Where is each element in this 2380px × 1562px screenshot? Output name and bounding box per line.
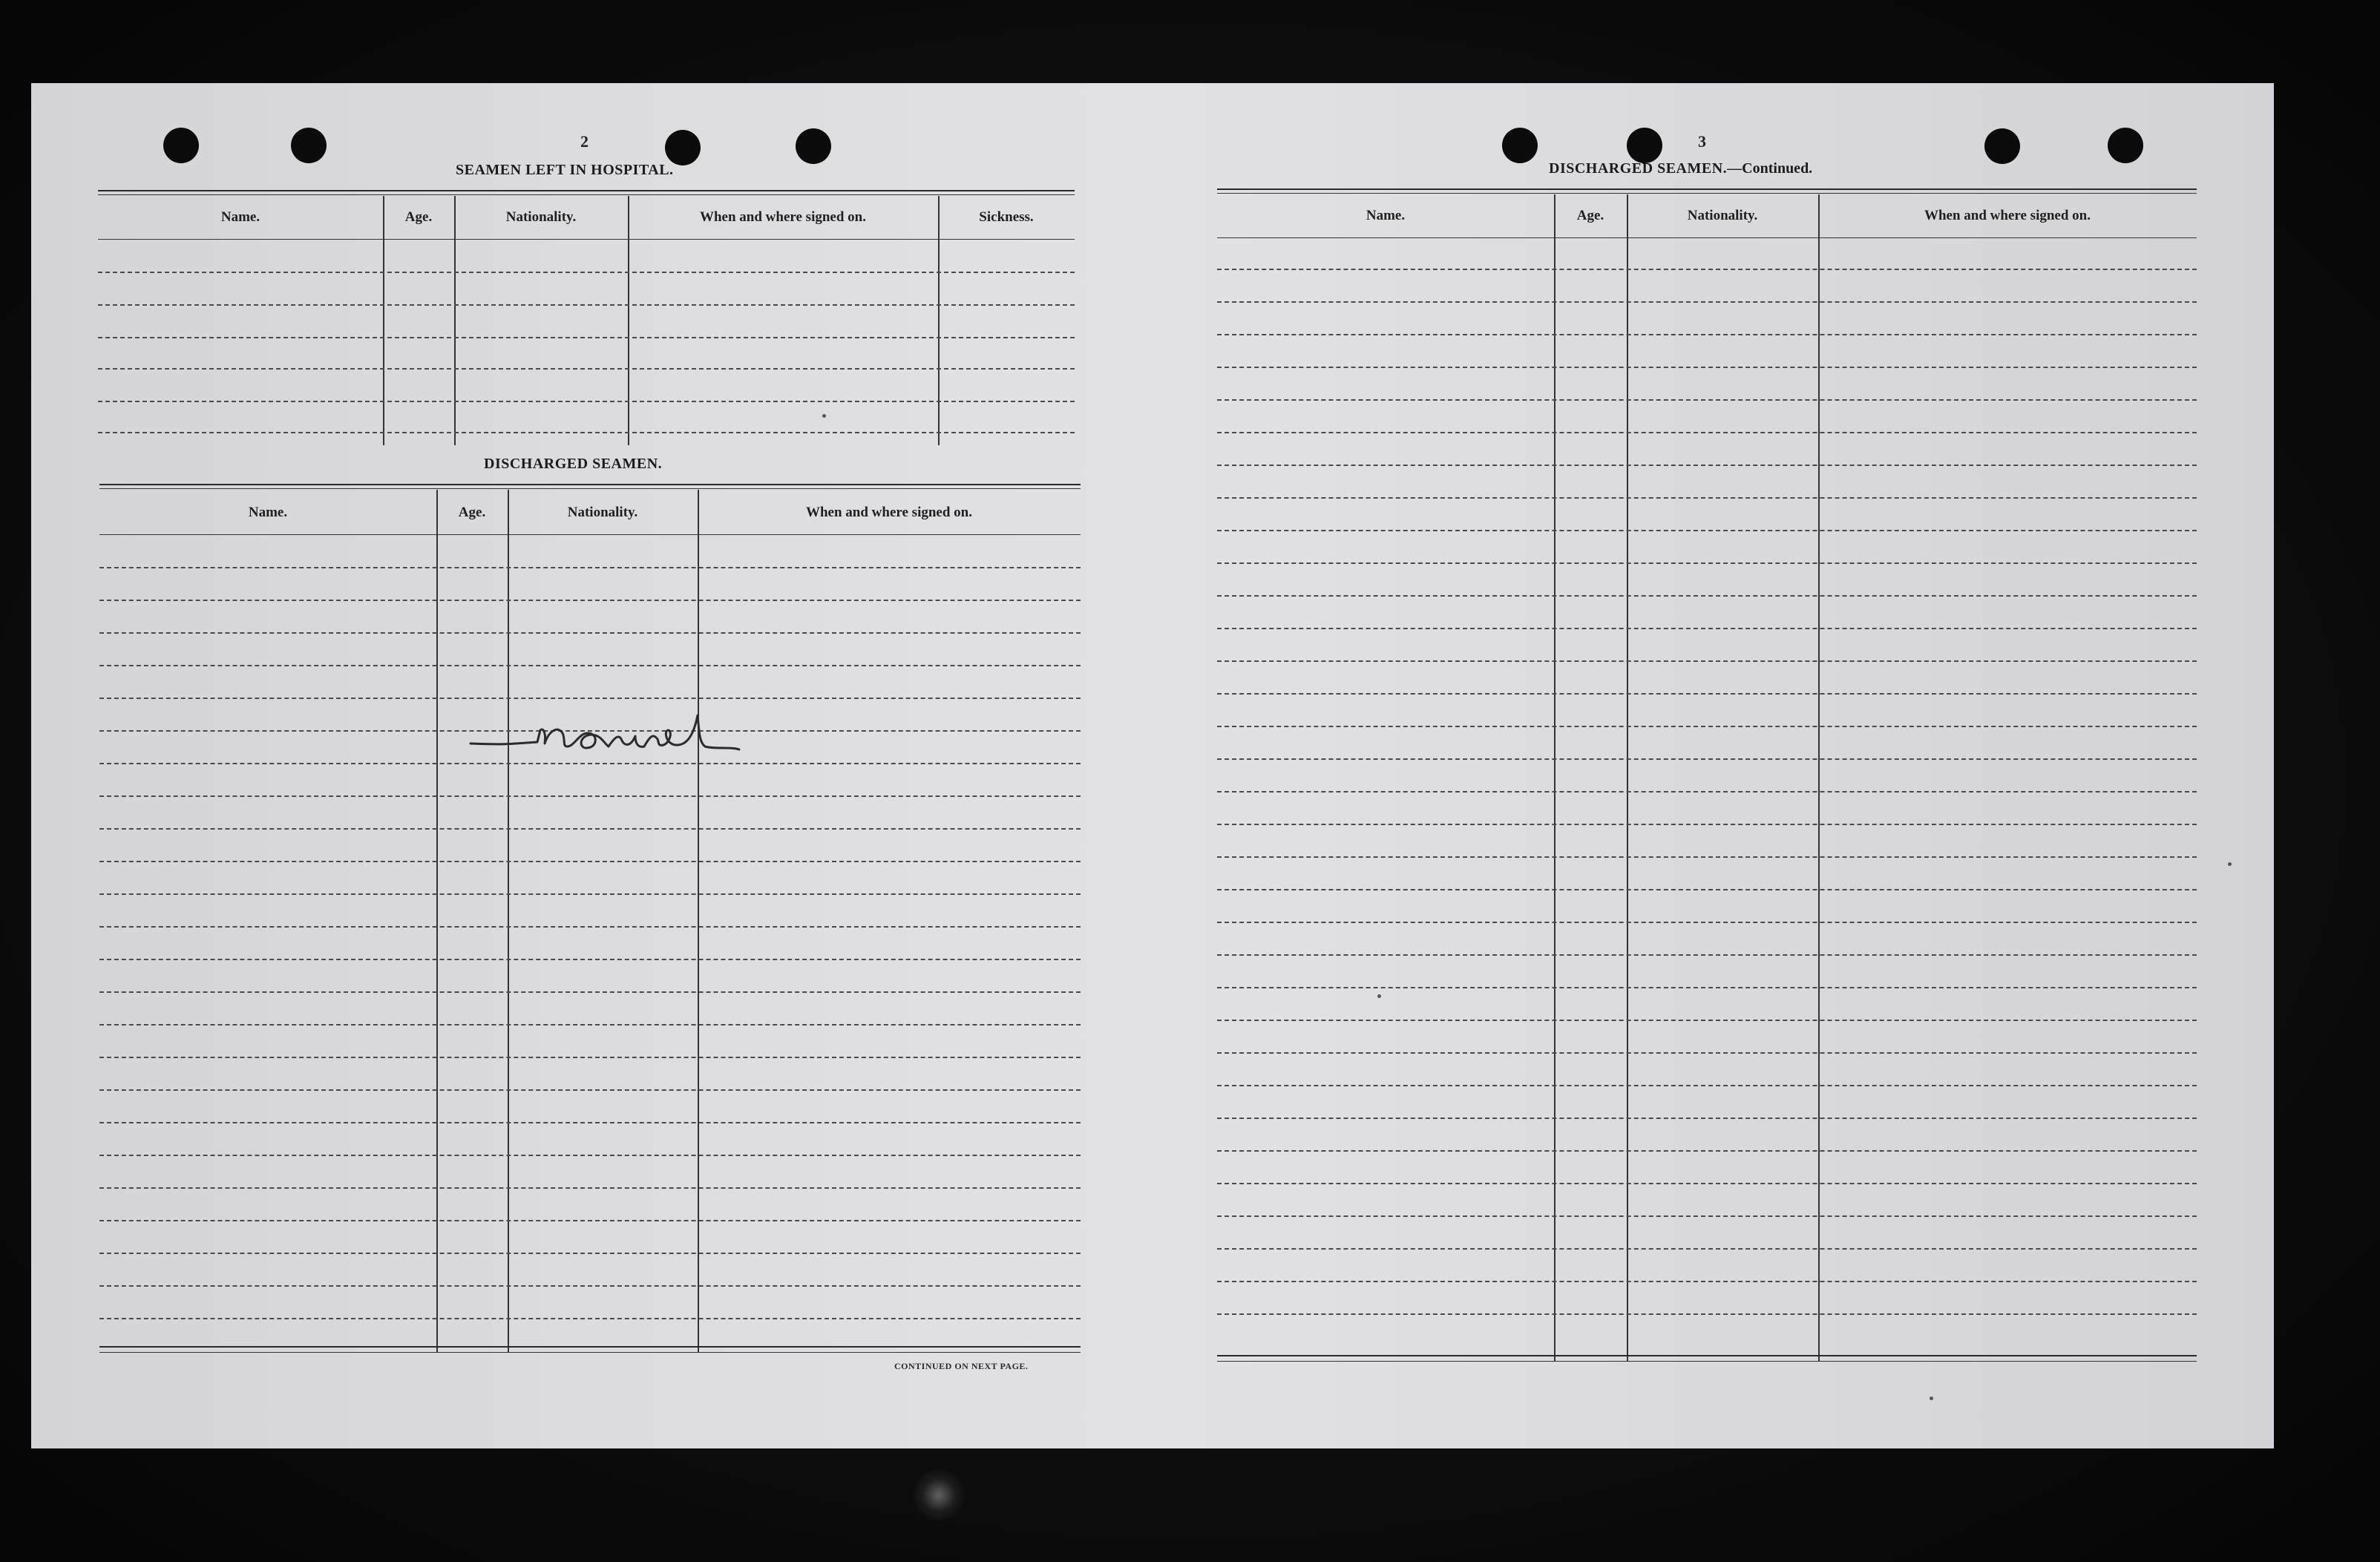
table-row — [99, 861, 1081, 862]
right-col-signed-on: When and where signed on. — [1924, 208, 2091, 223]
discharged-col-age: Age. — [458, 505, 486, 520]
document-spread — [31, 83, 2274, 1448]
table-row — [1217, 1313, 2197, 1315]
table-row — [1217, 367, 2197, 368]
table-row — [1217, 856, 2197, 858]
table-row — [99, 567, 1081, 568]
table-row — [1217, 465, 2197, 466]
table-row — [1217, 987, 2197, 988]
discharged-continued-title — [1549, 160, 1812, 177]
table-row — [99, 1122, 1081, 1123]
discharged-col-signed-on: When and where signed on. — [805, 505, 972, 520]
discharged-col-name: Name. — [248, 505, 288, 520]
discharged-continued-main: DISCHARGED SEAMEN. — [1549, 160, 1728, 177]
table-row — [1217, 824, 2197, 825]
table-row — [1217, 269, 2197, 270]
table-row — [1217, 1118, 2197, 1119]
table-row — [99, 1024, 1081, 1026]
table-row — [1217, 562, 2197, 564]
right-col-name: Name. — [1366, 208, 1406, 223]
table-row — [99, 1253, 1081, 1254]
table-row — [1217, 1281, 2197, 1282]
scan-speck — [1930, 1397, 1933, 1400]
right-col-nationality: Nationality. — [1687, 208, 1758, 223]
table-row — [99, 1089, 1081, 1091]
handwritten-none-entry — [463, 700, 745, 767]
table-row — [98, 368, 1075, 370]
hospital-col-nationality: Nationality. — [505, 209, 577, 225]
right-col-age: Age. — [1576, 208, 1604, 223]
hospital-section-title: SEAMEN LEFT IN HOSPITAL. — [456, 162, 674, 178]
table-row — [1217, 954, 2197, 956]
punch-hole-icon — [796, 128, 831, 164]
table-row — [99, 828, 1081, 830]
table-row — [1217, 1052, 2197, 1054]
discharged-continued-suffix: —Continued. — [1727, 160, 1813, 177]
discharged-col-nationality: Nationality. — [567, 505, 638, 520]
table-row — [1217, 1150, 2197, 1152]
scan-speck — [822, 414, 826, 418]
discharged-section-title: DISCHARGED SEAMEN. — [484, 456, 663, 472]
scan-speck — [2228, 862, 2232, 866]
table-row — [1217, 758, 2197, 760]
table-row — [99, 893, 1081, 895]
table-row — [1217, 628, 2197, 629]
table-row — [99, 1318, 1081, 1319]
table-row — [99, 959, 1081, 960]
continued-note: CONTINUED ON NEXT PAGE. — [894, 1361, 1029, 1371]
table-row — [99, 1057, 1081, 1058]
table-row — [99, 991, 1081, 993]
table-row — [99, 926, 1081, 928]
table-row — [99, 632, 1081, 634]
table-row — [98, 432, 1075, 433]
hospital-table — [98, 190, 1075, 445]
table-row — [1217, 1248, 2197, 1250]
table-row — [99, 795, 1081, 797]
hospital-col-name: Name. — [220, 209, 260, 225]
punch-hole-icon — [665, 130, 701, 165]
table-row — [99, 1187, 1081, 1189]
light-reflection — [913, 1469, 965, 1521]
table-row — [1217, 432, 2197, 433]
table-row — [1217, 399, 2197, 401]
hospital-col-age: Age. — [404, 209, 433, 225]
table-row — [1217, 1020, 2197, 1021]
page-number-right: 3 — [1698, 132, 1706, 151]
table-row — [1217, 497, 2197, 499]
table-row — [1217, 1183, 2197, 1184]
punch-hole-icon — [1984, 128, 2020, 164]
table-row — [99, 1285, 1081, 1287]
table-row — [1217, 530, 2197, 531]
table-row — [1217, 334, 2197, 335]
table-row — [1217, 791, 2197, 793]
table-row — [98, 304, 1075, 306]
punch-hole-icon — [1627, 128, 1662, 163]
table-row — [99, 1155, 1081, 1156]
table-row — [1217, 889, 2197, 890]
table-row — [1217, 693, 2197, 695]
discharged-table-right — [1217, 188, 2197, 1370]
hospital-col-signed-on: When and where signed on. — [699, 209, 866, 225]
table-row — [99, 665, 1081, 666]
table-row — [99, 698, 1081, 699]
table-row — [99, 600, 1081, 601]
table-row — [1217, 660, 2197, 662]
table-row — [98, 401, 1075, 402]
table-row — [1217, 301, 2197, 303]
table-row — [1217, 1215, 2197, 1217]
page-number-left: 2 — [580, 132, 589, 151]
punch-hole-icon — [163, 128, 199, 163]
punch-hole-icon — [291, 128, 327, 163]
punch-hole-icon — [1502, 128, 1538, 163]
table-row — [1217, 922, 2197, 923]
scan-speck — [1377, 994, 1381, 998]
table-row — [98, 337, 1075, 338]
table-row — [98, 272, 1075, 273]
discharged-table-left — [99, 484, 1081, 1359]
table-row — [99, 1220, 1081, 1221]
punch-hole-icon — [2108, 128, 2143, 163]
hospital-col-sickness: Sickness. — [979, 209, 1034, 225]
table-row — [1217, 595, 2197, 597]
table-row — [1217, 726, 2197, 727]
table-row — [1217, 1085, 2197, 1086]
